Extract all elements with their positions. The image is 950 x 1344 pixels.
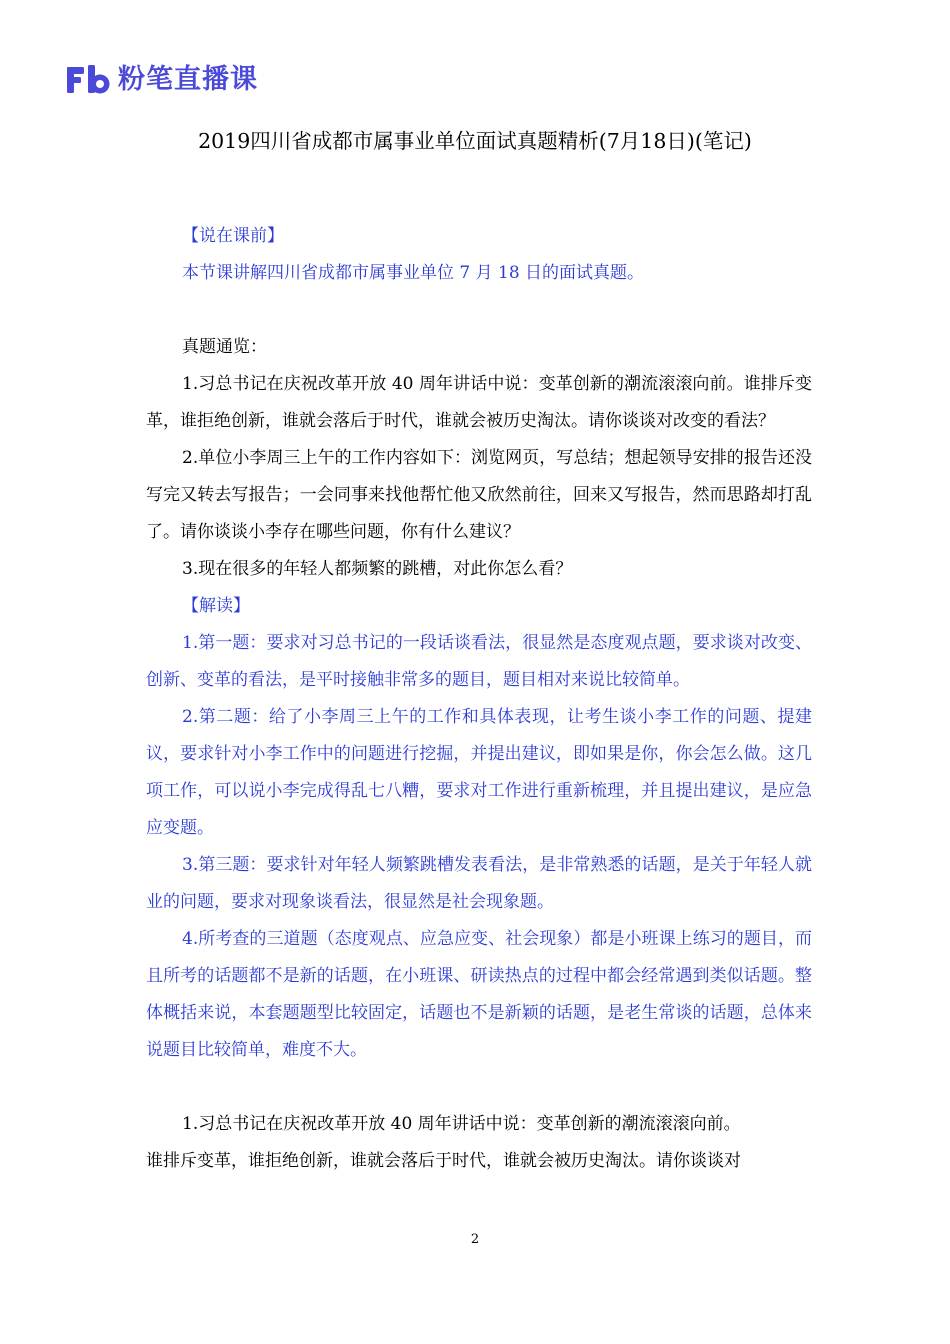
spacer — [146, 292, 812, 329]
repeat-question-line-1: 1.习总书记在庆祝改革开放 40 周年讲话中说：变革创新的潮流滚滚向前。 — [182, 1114, 741, 1134]
intro-heading: 【说在课前】 — [182, 226, 284, 246]
analysis-item-4: 4.所考查的三道题（态度观点、应急应变、社会现象）都是小班课上练习的题目，而且所考的话题都不是新的话题，在小班课、研读热点的过程中都会经常遇到类似话题。整体概括来说，本套题题型比较固定，话题也不是新颖的话题，是老生常谈的话题，总体来说题目比较简单，难度不大。 — [146, 929, 812, 1060]
logo-text: 粉笔直播课 — [118, 64, 258, 95]
brand-logo — [66, 60, 258, 100]
document-body — [146, 218, 812, 1180]
overview-heading: 真题通览： — [182, 337, 267, 357]
repeat-question-line-2: 谁排斥变革，谁拒绝创新，谁就会落后于时代，谁就会被历史淘汰。请你谈谈对 — [146, 1151, 741, 1171]
analysis-item-3: 3.第三题：要求针对年轻人频繁跳槽发表看法，是非常熟悉的话题，是关于年轻人就业的问题，要求对现象谈看法，很显然是社会现象题。 — [146, 855, 812, 912]
overview-question-2: 2.单位小李周三上午的工作内容如下：浏览网页，写总结；想起领导安排的报告还没写完又转去写报告；一会同事来找他帮忙他又欣然前往，回来又写报告，然而思路却打乱了。请你谈谈小李存在哪些问题，你有什么建议？ — [146, 448, 812, 542]
document-title: 2019四川省成都市属事业单位面试真题精析(7月18日)(笔记) — [198, 129, 752, 153]
overview-question-1: 1.习总书记在庆祝改革开放 40 周年讲话中说：变革创新的潮流滚滚向前。谁排斥变革，谁拒绝创新，谁就会落后于时代，谁就会被历史淘汰。请你谈谈对改变的看法？ — [146, 374, 812, 431]
overview-question-3: 3.现在很多的年轻人都频繁的跳槽，对此你怎么看？ — [182, 559, 573, 579]
fb-logo-icon — [66, 64, 112, 96]
analysis-item-2: 2.第二题：给了小李周三上午的工作和具体表现，让考生谈小李工作的问题、提建议，要求针对小李工作中的问题进行挖掘，并提出建议，即如果是你，你会怎么做。这几项工作，可以说小李完成得乱七八糟，要求对工作进行重新梳理，并且提出建议，是应急应变题。 — [146, 707, 812, 838]
analysis-heading: 【解读】 — [182, 596, 250, 616]
page-number: 2 — [470, 1232, 480, 1247]
analysis-item-1: 1.第一题：要求对习总书记的一段话谈看法，很显然是态度观点题，要求谈对改变、创新、变革的看法，是平时接触非常多的题目，题目相对来说比较简单。 — [146, 633, 812, 690]
intro-text: 本节课讲解四川省成都市属事业单位 7 月 18 日的面试真题。 — [182, 263, 645, 283]
spacer — [146, 1069, 812, 1106]
